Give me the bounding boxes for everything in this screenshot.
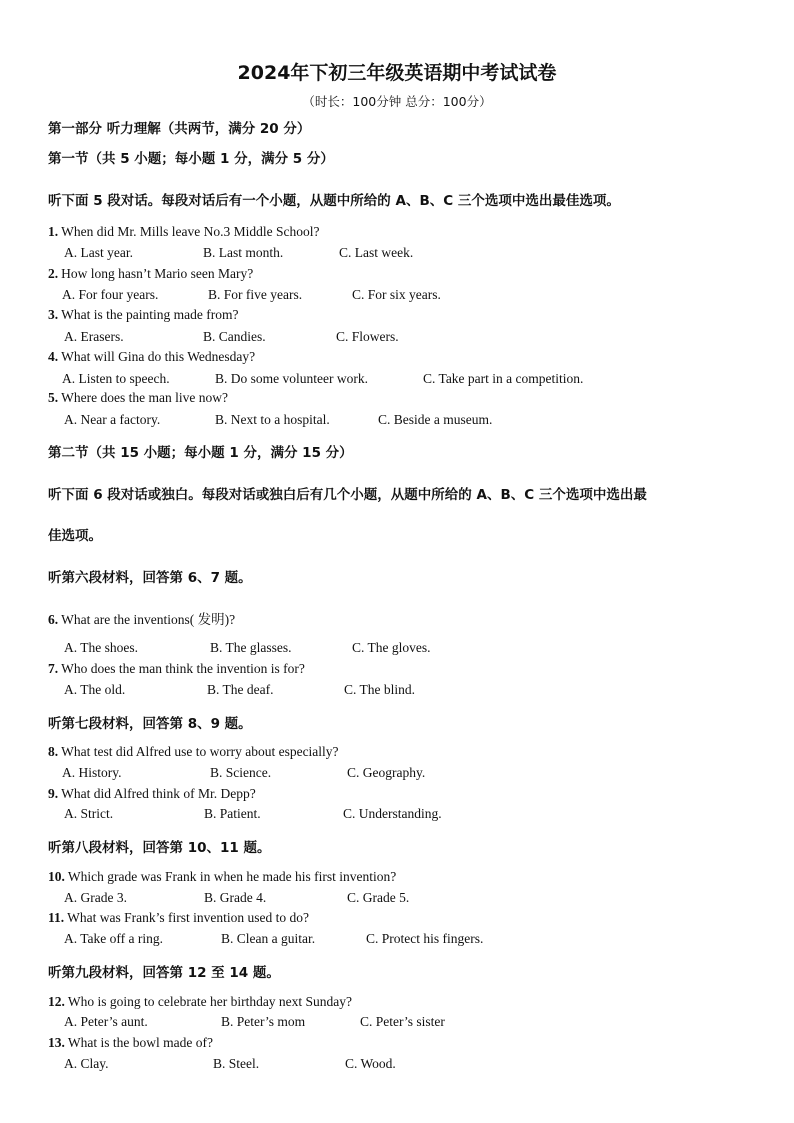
option-b: B. For five years. xyxy=(208,287,303,302)
option-c: C. Take part in a competition. xyxy=(423,371,584,386)
question-text: Which grade was Frank in when he made his first invention? xyxy=(67,869,397,884)
section-one-instruction: 听下面 5 段对话。每段对话后有一个小题，从题中所给的 A、B、C 三个选项中选出最佳选项。 xyxy=(48,193,620,209)
option-c: C. Grade 5. xyxy=(347,890,410,905)
question-10 xyxy=(48,869,396,885)
option-c: C. The gloves. xyxy=(352,640,431,655)
section-two-instruction-line2: 佳选项。 xyxy=(48,528,102,544)
option-a: A. Take off a ring. xyxy=(64,931,164,946)
question-9 xyxy=(48,786,256,802)
part-one-heading: 第一部分 听力理解（共两节，满分 20 分） xyxy=(48,121,311,137)
option-a: A. The shoes. xyxy=(64,640,138,655)
material-header-6: 听第六段材料，回答第 6、7 题。 xyxy=(48,570,252,586)
question-text: Who does the man think the invention is for? xyxy=(61,661,305,676)
question-text: Who is going to celebrate her birthday next Sunday? xyxy=(67,994,353,1009)
option-b: B. Science. xyxy=(210,765,272,780)
question-text: What did Alfred think of Mr. Depp? xyxy=(61,786,256,801)
option-b: B. Peter’s mom xyxy=(221,1014,306,1029)
material-header-7: 听第七段材料，回答第 8、9 题。 xyxy=(48,716,252,732)
option-b: B. Patient. xyxy=(204,806,261,821)
option-c: C. Beside a museum. xyxy=(378,412,493,427)
question-7 xyxy=(48,661,305,677)
question-number: 1. xyxy=(48,224,59,239)
option-a: A. Peter’s aunt. xyxy=(64,1014,148,1029)
question-4 xyxy=(48,349,255,365)
question-6 xyxy=(48,608,235,628)
question-8 xyxy=(48,744,339,760)
exam-title: 2024年下初三年级英语期中考试试卷 xyxy=(237,62,557,84)
option-b: B. Grade 4. xyxy=(204,890,267,905)
question-13 xyxy=(48,1035,213,1051)
question-number: 8. xyxy=(48,744,59,759)
option-a: A. Clay. xyxy=(64,1056,109,1071)
option-c: C. Geography. xyxy=(347,765,426,780)
option-a: A. Near a factory. xyxy=(64,412,161,427)
question-text: What are the inventions( 发明)? xyxy=(61,612,236,627)
option-c: C. For six years. xyxy=(352,287,441,302)
option-c: C. Understanding. xyxy=(343,806,442,821)
question-number: 9. xyxy=(48,786,59,801)
option-c: C. Wood. xyxy=(345,1056,396,1071)
question-1 xyxy=(48,224,319,240)
question-number: 11. xyxy=(48,910,65,925)
question-number: 13. xyxy=(48,1035,65,1050)
option-b: B. Candies. xyxy=(203,329,266,344)
option-a: A. Listen to speech. xyxy=(62,371,170,386)
option-b: B. Do some volunteer work. xyxy=(215,371,368,386)
option-c: C. The blind. xyxy=(344,682,416,697)
question-text: What test did Alfred use to worry about especially? xyxy=(61,744,339,759)
option-b: B. Steel. xyxy=(213,1056,260,1071)
option-a: A. The old. xyxy=(64,682,126,697)
question-text: What is the bowl made of? xyxy=(67,1035,213,1050)
option-c: C. Flowers. xyxy=(336,329,399,344)
question-3 xyxy=(48,307,238,323)
question-12 xyxy=(48,994,352,1010)
material-header-8: 听第八段材料，回答第 10、11 题。 xyxy=(48,840,271,856)
option-b: B. Next to a hospital. xyxy=(215,412,330,427)
option-a: A. For four years. xyxy=(62,287,159,302)
option-c: C. Peter’s sister xyxy=(360,1014,445,1029)
question-text: What is the painting made from? xyxy=(61,307,239,322)
option-c: C. Protect his fingers. xyxy=(366,931,484,946)
question-text: What will Gina do this Wednesday? xyxy=(61,349,256,364)
question-text: How long hasn’t Mario seen Mary? xyxy=(61,266,254,281)
question-11 xyxy=(48,910,309,926)
question-number: 2. xyxy=(48,266,59,281)
option-b: B. The deaf. xyxy=(207,682,274,697)
question-text: Where does the man live now? xyxy=(61,390,228,405)
option-a: A. Grade 3. xyxy=(64,890,127,905)
option-b: B. Last month. xyxy=(203,245,284,260)
question-number: 10. xyxy=(48,869,65,884)
option-b: B. The glasses. xyxy=(210,640,292,655)
question-number: 6. xyxy=(48,612,59,627)
option-a: A. Erasers. xyxy=(64,329,124,344)
question-number: 4. xyxy=(48,349,59,364)
option-a: A. Last year. xyxy=(64,245,133,260)
exam-subtitle: （时长：100分钟 总分：100分） xyxy=(302,94,492,109)
question-text: When did Mr. Mills leave No.3 Middle School? xyxy=(61,224,320,239)
section-two-heading: 第二节（共 15 小题；每小题 1 分，满分 15 分） xyxy=(48,445,353,461)
option-b: B. Clean a guitar. xyxy=(221,931,316,946)
option-a: A. Strict. xyxy=(64,806,114,821)
question-5 xyxy=(48,390,228,406)
option-c: C. Last week. xyxy=(339,245,414,260)
question-number: 12. xyxy=(48,994,65,1009)
question-number: 7. xyxy=(48,661,59,676)
option-a: A. History. xyxy=(62,765,122,780)
section-two-instruction-line1: 听下面 6 段对话或独白。每段对话或独白后有几个小题，从题中所给的 A、B、C 三个选项中选出最 xyxy=(48,487,647,503)
section-one-heading: 第一节（共 5 小题；每小题 1 分，满分 5 分） xyxy=(48,151,334,167)
material-header-9: 听第九段材料，回答第 12 至 14 题。 xyxy=(48,965,280,981)
question-2 xyxy=(48,266,253,282)
question-text: What was Frank’s first invention used to do? xyxy=(67,910,309,925)
question-number: 5. xyxy=(48,390,59,405)
question-number: 3. xyxy=(48,307,59,322)
